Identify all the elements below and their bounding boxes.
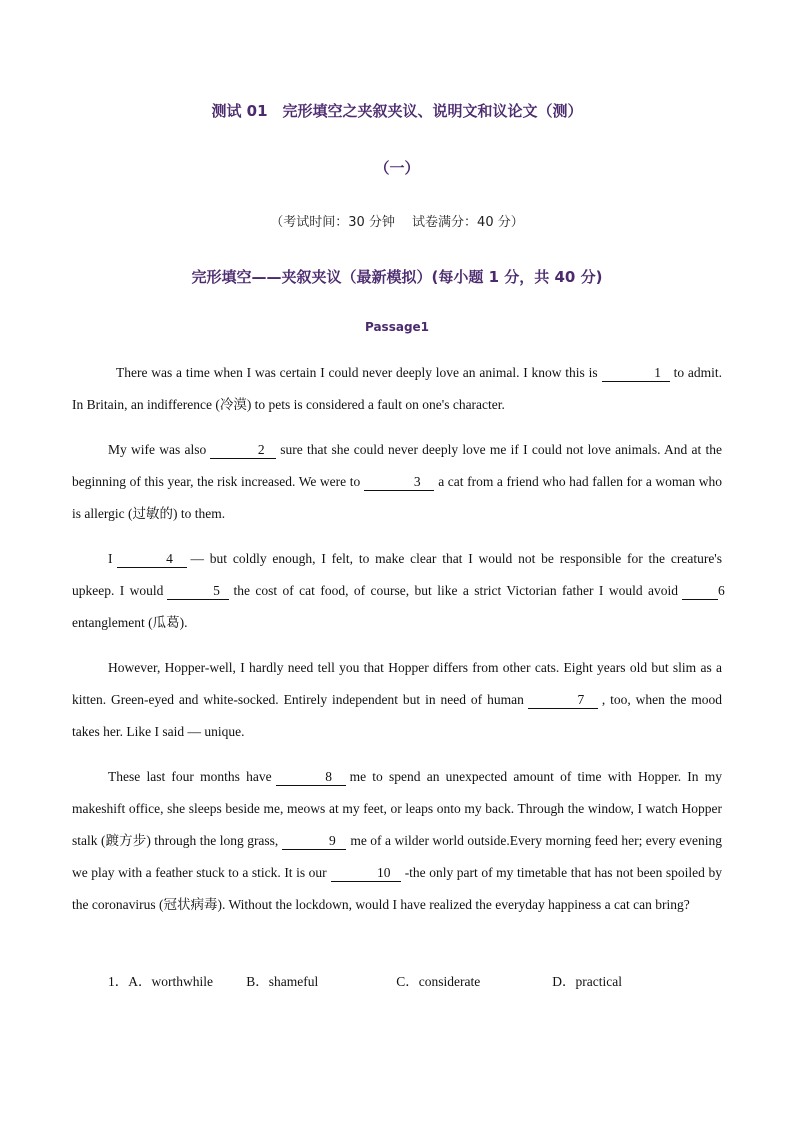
paragraph-text: My wife was also — [108, 442, 207, 457]
blank-5: 5 — [167, 583, 229, 600]
paragraph-text: I — [108, 551, 113, 566]
paragraph-text: These last four months have — [108, 769, 272, 784]
blank-1: 1 — [602, 365, 670, 382]
section-title: 完形填空——夹叙夹议（最新模拟）(每小题 1 分，共 40 分) — [191, 268, 603, 286]
paragraph-text: to admit. In Britain, an indifference (冷漠) to pets is considered a fault on one's character. — [72, 365, 722, 412]
question-number: 1． — [108, 974, 129, 989]
paragraph-text: sure that she could never deeply love me if I could not love animals. And at the beginning of this year, the risk increased. We were to — [72, 442, 722, 489]
paragraph-text: entanglement (瓜葛). — [72, 615, 188, 630]
paragraph-5 — [72, 761, 722, 921]
paragraph-text: a cat from a friend who had fallen for a woman who is allergic (过敏的) to them. — [72, 474, 722, 521]
paragraph-text: There was a time when I was certain I could never deeply love an animal. I know this is — [116, 365, 598, 380]
option-b: B．shameful — [246, 974, 319, 989]
paragraph-text: However, Hopper-well, I hardly need tell you that Hopper differs from other cats. Eight years old but slim as a kitten. Green-eyed and white-socked. Entirely independent but in need of human — [72, 660, 722, 707]
paragraph-2 — [72, 434, 722, 530]
blank-8: 8 — [276, 769, 346, 786]
test-title: 测试 01 完形填空之夹叙夹议、说明文和议论文（测） — [211, 102, 583, 120]
paragraph-text: me to spend an unexpected amount of time with Hopper. In my makeshift office, she sleeps beside me, meows at my feet, or leaps onto my back. Through the window, I watch Hopper stalk (踱方步) through the long grass, — [72, 769, 722, 848]
paragraph-text: — but coldly enough, I felt, to make clear that I would not be responsible for the creature's upkeep. I would — [72, 551, 722, 598]
blank-4: 4 — [117, 551, 187, 568]
option-d: D．practical — [552, 974, 622, 989]
paragraph-text: , too, when the mood takes her. Like I said — unique. — [72, 692, 722, 739]
blank-9: 9 — [282, 833, 346, 850]
option-c: C．considerate — [396, 974, 481, 989]
blank-6: 6 — [682, 583, 718, 600]
blank-3: 3 — [364, 474, 434, 491]
paragraph-3 — [72, 543, 725, 639]
blank-7: 7 — [528, 692, 598, 709]
blank-2: 2 — [210, 442, 276, 459]
question-1-options — [108, 970, 622, 990]
paragraph-text: -the only part of my timetable that has not been spoiled by the coronavirus (冠状病毒). Without the lockdown, would I have realized the everyday happiness a cat can bring? — [72, 865, 722, 912]
paragraph-text: the cost of cat food, of course, but like a strict Victorian father I would avoid — [233, 583, 678, 598]
paragraph-1 — [72, 357, 722, 421]
paragraph-text: me of a wilder world outside.Every morning feed her; every evening we play with a feather stuck to a stick. It is our — [72, 833, 722, 880]
part-subtitle: （一） — [374, 159, 420, 177]
option-a: A．worthwhile — [128, 974, 213, 989]
blank-10: 10 — [331, 865, 401, 882]
exam-info: （考试时间：30 分钟 试卷满分：40 分） — [270, 215, 524, 230]
paragraph-4 — [72, 652, 722, 748]
passage-label: Passage1 — [364, 320, 430, 334]
